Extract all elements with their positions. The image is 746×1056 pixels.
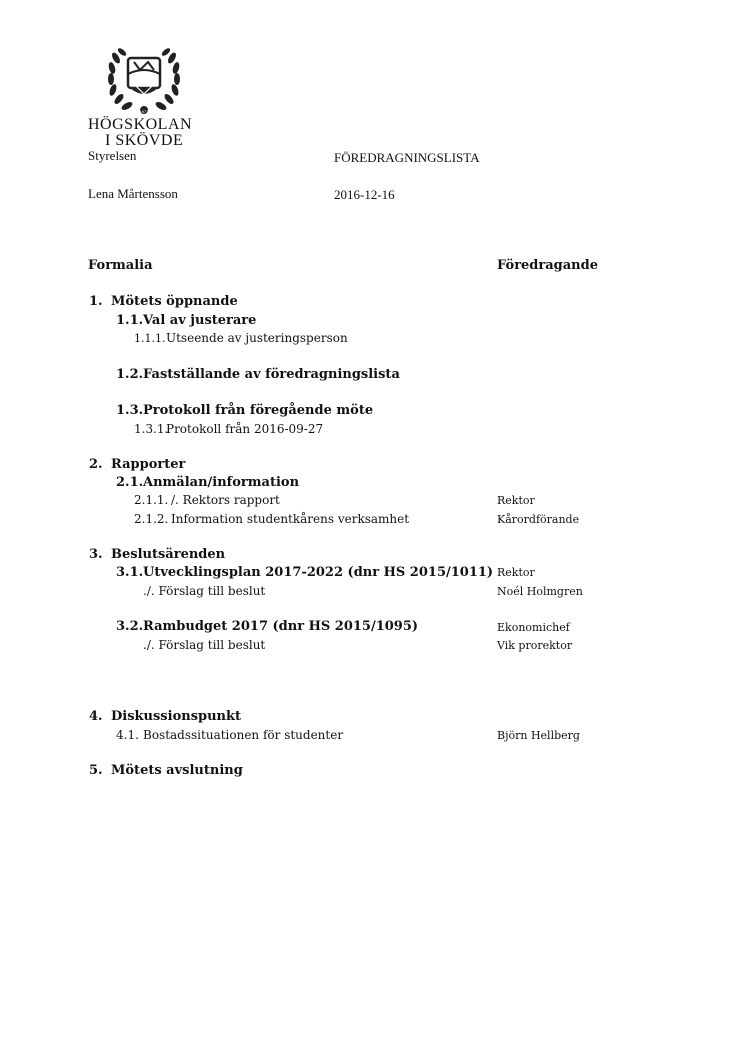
author: Lena Mårtensson (88, 186, 178, 201)
agenda-item: 3.2.Rambudget 2017 (dnr HS 2015/1095) (116, 619, 419, 634)
agenda-item: 1.2.Fastställande av föredragningslista (116, 367, 400, 382)
agenda-item: 1.3.1.Protokoll från 2016-09-27 (134, 422, 324, 436)
board-name: Styrelsen (88, 148, 137, 163)
agenda-item: 2.1.2. Information studentkårens verksamhet (134, 512, 410, 526)
presenter: Noél Holmgren (497, 585, 583, 598)
agenda-item: 1.3.Protokoll från föregående möte (116, 403, 374, 418)
presenter: Rektor (497, 494, 535, 507)
document-date: 2016-12-16 (334, 187, 395, 202)
presenter: Kårordförande (497, 513, 580, 526)
agenda-item: 4.1. Bostadssituationen för studenter (116, 728, 344, 742)
agenda-item: 2. Rapporter (89, 457, 186, 472)
agenda-item: ./. Förslag till beslut (143, 638, 266, 652)
agenda-item: 4. Diskussionspunkt (89, 709, 242, 724)
presenter: Rektor (497, 566, 535, 579)
presenter-column-heading: Föredragande (497, 258, 598, 273)
section-heading-formalia: Formalia (88, 258, 153, 273)
agenda-item: 2.1.Anmälan/information (116, 475, 300, 490)
logo-name-line1: HÖGSKOLAN (88, 116, 193, 133)
agenda-item: 3.1.Utvecklingsplan 2017-2022 (dnr HS 2015/1011) (116, 565, 494, 580)
agenda-item: 2.1.1. /. Rektors rapport (134, 493, 280, 507)
presenter: Vik prorektor (497, 639, 573, 652)
agenda-item: 1. Mötets öppnande (89, 294, 238, 309)
agenda-item: 1.1.1.Utseende av justeringsperson (134, 331, 348, 345)
university-seal-logo (104, 44, 184, 116)
agenda-item: 1.1.Val av justerare (116, 313, 257, 328)
seal-year: 1977 (139, 109, 149, 114)
agenda-item: ./. Förslag till beslut (143, 584, 266, 598)
agenda-item: 5. Mötets avslutning (89, 763, 243, 778)
presenter: Ekonomichef (497, 621, 570, 634)
document-type: FÖREDRAGNINGSLISTA (334, 150, 480, 165)
presenter: Björn Hellberg (497, 729, 580, 742)
agenda-item: 3. Beslutsärenden (89, 547, 226, 562)
logo-name-line2: I SKÖVDE (105, 132, 184, 149)
